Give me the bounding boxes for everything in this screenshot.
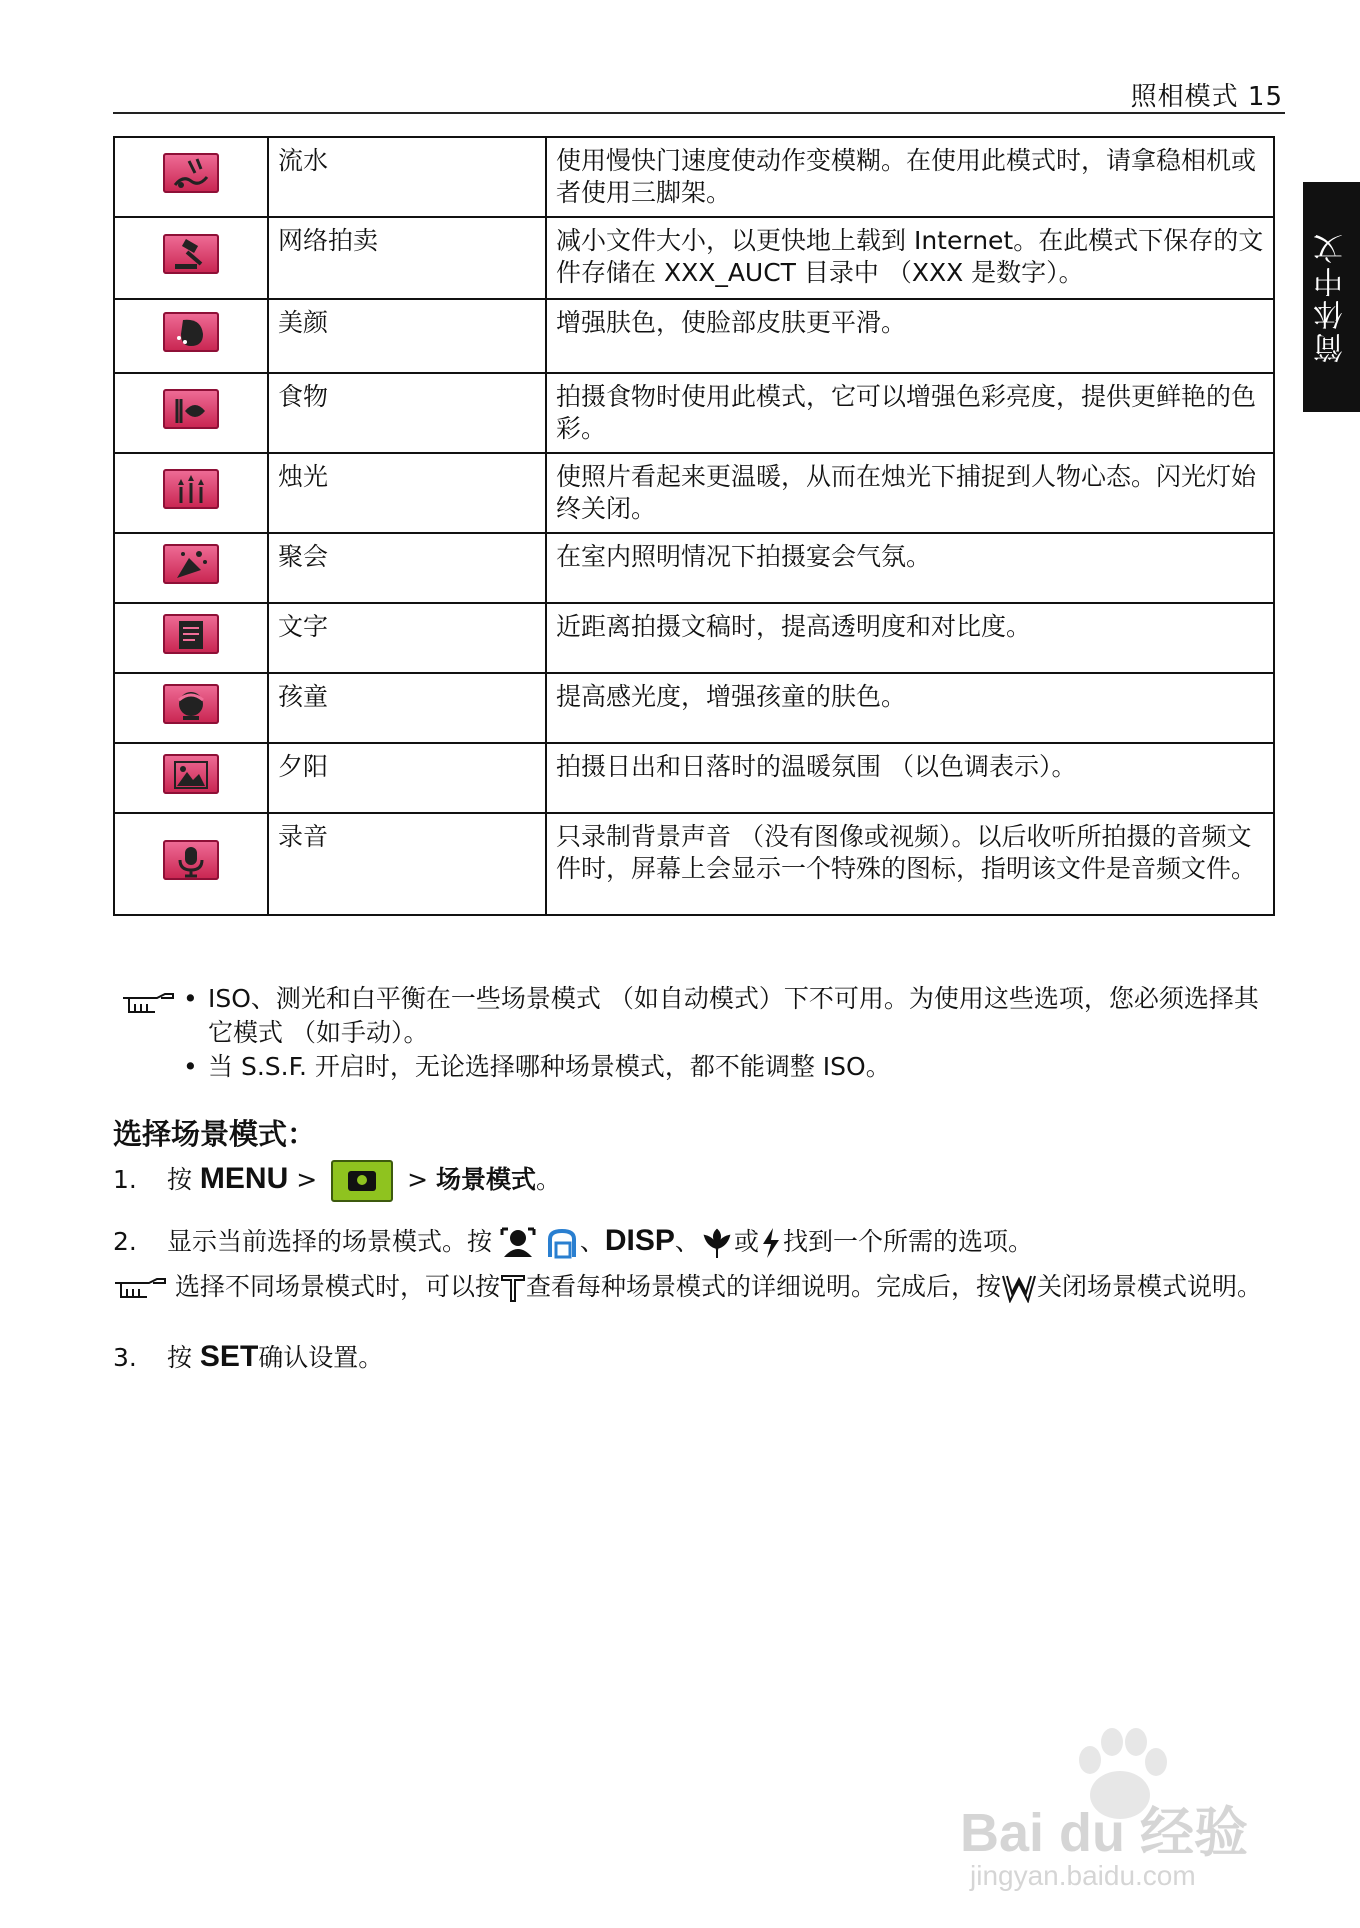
note-text-2: 当 S.S.F. 开启时，无论选择哪种场景模式，都不能调整 ISO。	[208, 1052, 891, 1081]
scene-icon-cell	[114, 373, 268, 453]
scene-row	[114, 299, 1274, 373]
step-text: 、	[674, 1227, 700, 1256]
step-text: 确认设置。	[258, 1343, 384, 1372]
child-icon	[163, 684, 219, 724]
scene-description: 拍摄食物时使用此模式，它可以增强色彩亮度，提供更鲜艳的色彩。	[546, 373, 1274, 453]
wide-w-icon	[1001, 1273, 1037, 1303]
watermark-url: jingyan.baidu.com	[970, 1860, 1196, 1891]
text-document-icon	[163, 614, 219, 654]
scene-name: 夕阳	[268, 743, 546, 813]
step-number: 3.	[113, 1343, 137, 1372]
tele-t-icon	[500, 1273, 526, 1303]
menu-button-label: MENU	[199, 1162, 289, 1195]
tip-text: 关闭场景模式说明。	[1036, 1272, 1262, 1301]
scene-description: 在室内照明情况下拍摄宴会气氛。	[546, 533, 1274, 603]
scene-name: 孩童	[268, 673, 546, 743]
watermark-brand: Bai du 经验	[960, 1803, 1249, 1863]
rotate-display-icon	[544, 1227, 580, 1259]
scene-name: 流水	[268, 137, 546, 217]
candle-icon	[163, 469, 219, 509]
scene-row	[114, 453, 1274, 533]
scene-icon-cell	[114, 743, 268, 813]
scene-icon-cell	[114, 813, 268, 915]
step-text: 显示当前选择的场景模式。按	[166, 1227, 492, 1256]
scene-name: 网络拍卖	[268, 217, 546, 299]
scene-name: 烛光	[268, 453, 546, 533]
step-2	[113, 1224, 1033, 1260]
step-text: 、	[579, 1227, 605, 1256]
set-button-label: SET	[199, 1340, 259, 1373]
scene-name: 美颜	[268, 299, 546, 373]
scene-description: 减小文件大小，以更快地上载到 Internet。在此模式下保存的文件存储在 XXX_AUCT 目录中 （XXX 是数字）。	[546, 217, 1274, 299]
step-1	[113, 1160, 561, 1202]
scene-description: 增强肤色，使脸部皮肤更平滑。	[546, 299, 1274, 373]
step-text: 找到一个所需的选项。	[782, 1227, 1033, 1256]
tip-text: 查看每种场景模式的详细说明。完成后，按	[525, 1272, 1001, 1301]
note-item-2	[113, 1050, 1283, 1084]
party-icon	[163, 544, 219, 584]
step-text: 按	[166, 1165, 192, 1194]
note-text-1: ISO、测光和白平衡在一些场景模式 （如自动模式）下不可用。为使用这些选项，您必须选择其它模式 （如手动）。	[208, 984, 1259, 1047]
beauty-face-icon	[163, 312, 219, 352]
header-title: 照相模式 15	[1130, 82, 1283, 112]
baidu-watermark	[960, 1720, 1310, 1890]
note-hand-icon	[113, 1275, 167, 1301]
scene-description: 只录制背景声音 （没有图像或视频）。以后收听所拍摄的音频文件时，屏幕上会显示一个特殊的图标，指明该文件是音频文件。	[546, 813, 1274, 915]
food-fish-icon	[163, 389, 219, 429]
step-text: 或	[733, 1227, 759, 1256]
scene-name: 聚会	[268, 533, 546, 603]
scene-row	[114, 373, 1274, 453]
scene-description: 近距离拍摄文稿时，提高透明度和对比度。	[546, 603, 1274, 673]
flash-icon	[759, 1226, 783, 1260]
step-text: 。	[536, 1165, 562, 1194]
scene-row	[114, 743, 1274, 813]
scene-row	[114, 673, 1274, 743]
arrow-separator: >	[407, 1165, 429, 1194]
arrow-separator: >	[296, 1165, 318, 1194]
disp-button-label: DISP	[604, 1224, 675, 1257]
tip-block	[113, 1270, 1283, 1304]
scene-name: 文字	[268, 603, 546, 673]
scene-description: 使照片看起来更温暖，从而在烛光下捕捉到人物心态。闪光灯始终关闭。	[546, 453, 1274, 533]
scene-name: 食物	[268, 373, 546, 453]
step-text: 按	[166, 1343, 192, 1372]
water-icon	[163, 153, 219, 193]
scene-icon-cell	[114, 137, 268, 217]
scene-icon-cell	[114, 299, 268, 373]
microphone-icon	[163, 840, 219, 880]
step-number: 2.	[113, 1227, 137, 1256]
scene-mode-target: 场景模式	[435, 1165, 536, 1194]
section-title: 选择场景模式：	[113, 1117, 317, 1151]
note-item-1	[113, 982, 1283, 1050]
step-3	[113, 1340, 383, 1375]
sunset-mountain-icon	[163, 754, 219, 794]
bullet: •	[183, 1052, 198, 1081]
scene-icon-cell	[114, 603, 268, 673]
language-side-tab	[1303, 182, 1360, 412]
scene-row	[114, 137, 1274, 217]
scene-description: 拍摄日出和日落时的温暖氛围 （以色调表示）。	[546, 743, 1274, 813]
scene-description: 提高感光度，增强孩童的肤色。	[546, 673, 1274, 743]
step-number: 1.	[113, 1165, 137, 1194]
scene-icon-cell	[114, 533, 268, 603]
scene-icon-cell	[114, 453, 268, 533]
scene-row	[114, 603, 1274, 673]
scene-icon-cell	[114, 217, 268, 299]
notes-block	[113, 982, 1283, 1084]
face-detect-icon	[500, 1227, 536, 1259]
side-tab-label: 简体中文	[1313, 231, 1349, 363]
macro-flower-icon	[700, 1226, 734, 1260]
scene-name: 录音	[268, 813, 546, 915]
page-header	[113, 72, 1285, 114]
bullet: •	[183, 984, 198, 1013]
camera-mode-icon	[331, 1160, 393, 1202]
scene-mode-table	[113, 136, 1275, 916]
scene-row	[114, 533, 1274, 603]
scene-description: 使用慢快门速度使动作变模糊。在使用此模式时，请拿稳相机或者使用三脚架。	[546, 137, 1274, 217]
scene-row	[114, 217, 1274, 299]
scene-row	[114, 813, 1274, 915]
auction-gavel-icon	[163, 234, 219, 274]
scene-icon-cell	[114, 673, 268, 743]
tip-text: 选择不同场景模式时，可以按	[174, 1272, 500, 1301]
